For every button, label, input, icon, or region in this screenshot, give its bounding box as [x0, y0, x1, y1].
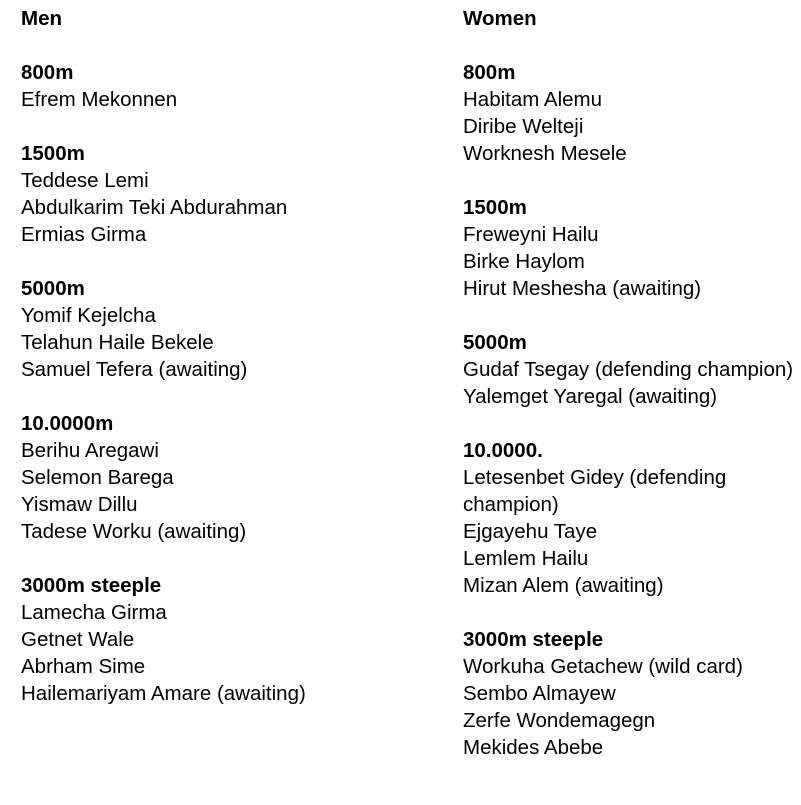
event-title: 5000m	[463, 331, 527, 354]
men-event-5000m	[21, 275, 441, 383]
women-column	[463, 5, 795, 761]
athlete-name: Abrham Sime	[21, 655, 146, 678]
athlete-name: Diribe Welteji	[463, 115, 584, 138]
event-title: 3000m steeple	[21, 574, 162, 597]
athlete-name: Zerfe Wondemagegn	[463, 709, 656, 732]
athlete-name: Workuha Getachew (wild card)	[463, 655, 743, 678]
event-title: 800m	[21, 61, 74, 84]
athlete-name: Birke Haylom	[463, 250, 585, 273]
athlete-name: Tadese Worku (awaiting)	[21, 520, 247, 543]
athlete-name: Worknesh Mesele	[463, 142, 627, 165]
athlete-name: Selemon Barega	[21, 466, 174, 489]
athlete-name: Efrem Mekonnen	[21, 88, 178, 111]
event-title: 1500m	[21, 142, 85, 165]
men-event-10000m	[21, 410, 441, 545]
athlete-name: Getnet Wale	[21, 628, 135, 651]
event-title: 10.0000m	[21, 412, 114, 435]
men-heading: Men	[21, 7, 62, 30]
athlete-name: Ermias Girma	[21, 223, 147, 246]
event-title: 1500m	[463, 196, 527, 219]
men-event-1500m	[21, 140, 441, 248]
men-column	[21, 5, 441, 707]
athlete-name: Yomif Kejelcha	[21, 304, 156, 327]
athlete-name: Mekides Abebe	[463, 736, 604, 759]
athlete-name: Hailemariyam Amare (awaiting)	[21, 682, 306, 705]
athlete-name: Ejgayehu Taye	[463, 520, 598, 543]
athlete-name: Lemlem Hailu	[463, 547, 589, 570]
men-event-800m	[21, 59, 441, 113]
athlete-name: Mizan Alem (awaiting)	[463, 574, 664, 597]
athlete-name: Hirut Meshesha (awaiting)	[463, 277, 702, 300]
athlete-name: Sembo Almayew	[463, 682, 616, 705]
women-event-1500m	[463, 194, 795, 302]
athlete-name: Freweyni Hailu	[463, 223, 599, 246]
athlete-name: Teddese Lemi	[21, 169, 149, 192]
event-title: 10.0000.	[463, 439, 543, 462]
athlete-name: Telahun Haile Bekele	[21, 331, 214, 354]
athlete-name: Lamecha Girma	[21, 601, 167, 624]
event-title: 3000m steeple	[463, 628, 604, 651]
athlete-name: Yalemget Yaregal (awaiting)	[463, 385, 718, 408]
women-event-3000m-steeple	[463, 626, 795, 761]
women-event-5000m	[463, 329, 795, 410]
athlete-name: Gudaf Tsegay (defending champion)	[463, 358, 794, 381]
athlete-name: Abdulkarim Teki Abdurahman	[21, 196, 288, 219]
event-title: 800m	[463, 61, 516, 84]
athlete-name: Yismaw Dillu	[21, 493, 138, 516]
athlete-name: Samuel Tefera (awaiting)	[21, 358, 248, 381]
women-heading: Women	[463, 7, 537, 30]
women-event-800m	[463, 59, 795, 167]
athlete-name: Letesenbet Gidey (defending champion)	[463, 466, 727, 516]
men-event-3000m-steeple	[21, 572, 441, 707]
athlete-name: Berihu Aregawi	[21, 439, 159, 462]
event-title: 5000m	[21, 277, 85, 300]
athlete-name: Habitam Alemu	[463, 88, 603, 111]
women-event-10000m	[463, 437, 795, 599]
